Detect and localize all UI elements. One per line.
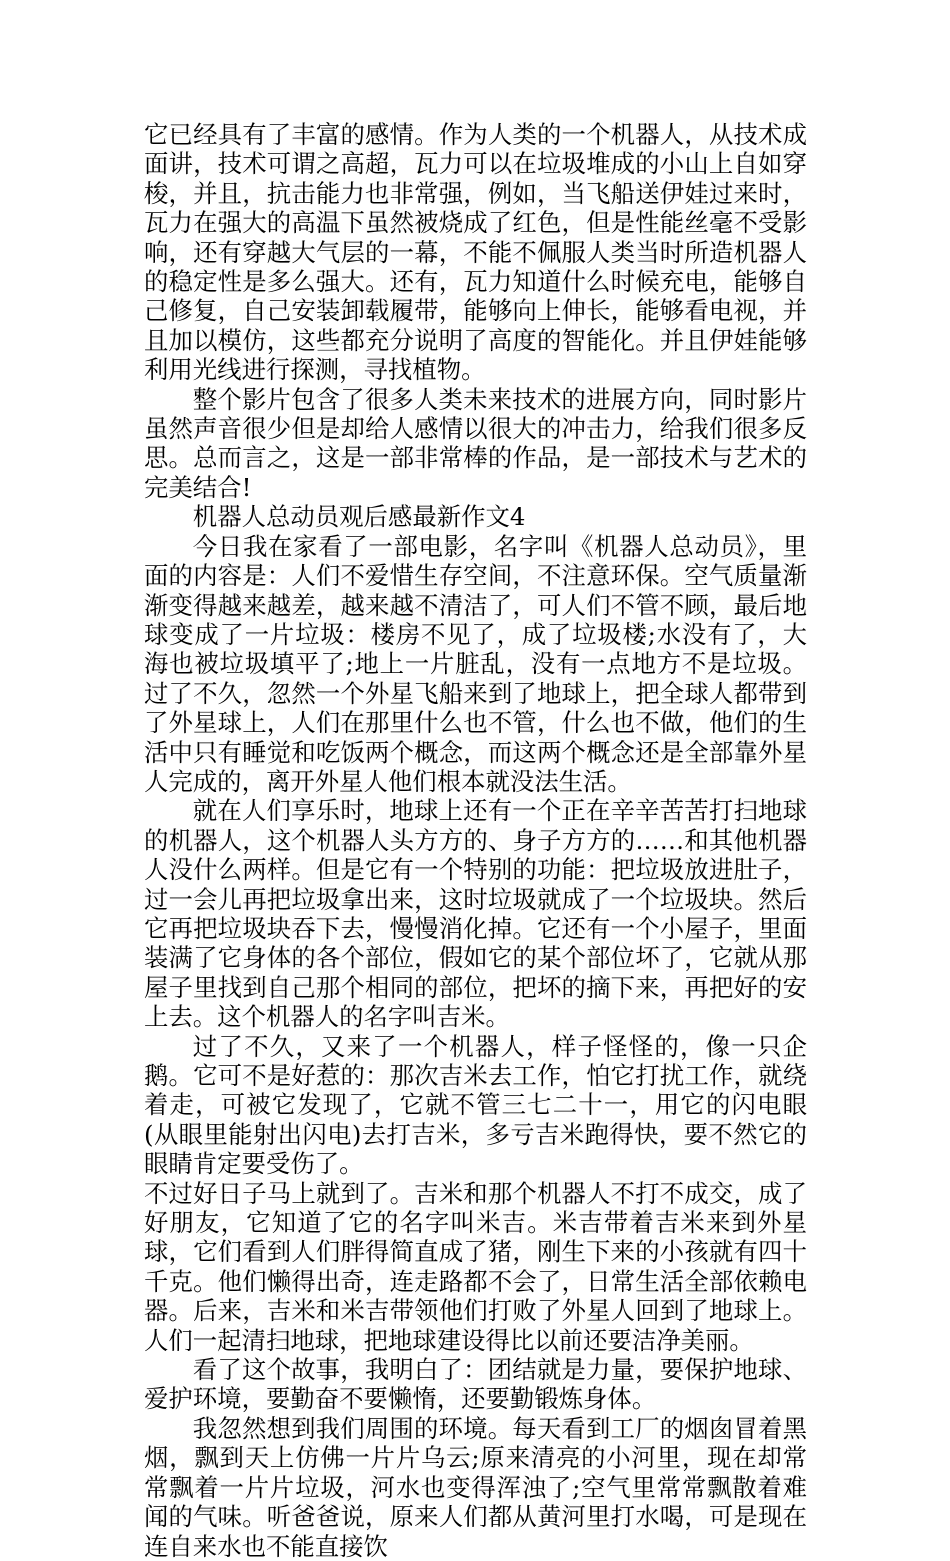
document-body [144,120,807,1561]
paragraph-8: 我忽然想到我们周围的环境。每天看到工厂的烟囱冒着黑烟，飘到天上仿佛一片片乌云;原来清亮的小河里，现在却常常飘着一片片垃圾，河水也变得浑浊了;空气里常常飘散着难闻的气味。听爸爸说，原来人们都从黄河里打水喝，可是现在连自来水也不能直接饮 [144,1413,807,1561]
section-heading: 机器人总动员观后感最新作文4 [192,502,526,532]
paragraph-7: 看了这个故事，我明白了：团结就是力量，要保护地球、爱护环境，要勤奋不要懒惰，还要勤锻炼身体。 [144,1355,807,1414]
paragraph-1: 它已经具有了丰富的感情。作为人类的一个机器人，从技术成面讲，技术可谓之高超，瓦力可以在垃圾堆成的小山上自如穿梭，并且，抗击能力也非常强，例如，当飞船送伊娃过来时，瓦力在强大的高温下虽然被烧成了红色，但是性能丝毫不受影响，还有穿越大气层的一幕，不能不佩服人类当时所造机器人的稳定性是多么强大。还有，瓦力知道什么时候充电，能够自己修复，自己安装卸载履带，能够向上伸长，能够看电视，并且加以模仿，这些都充分说明了高度的智能化。并且伊娃能够利用光线进行探测，寻找植物。 [144,120,807,385]
paragraph-3: 今日我在家看了一部电影，名字叫《机器人总动员》，里面的内容是：人们不爱惜生存空间，不注意环保。空气质量渐渐变得越来越差，越来越不清洁了，可人们不管不顾，最后地球变成了一片垃圾：楼房不见了，成了垃圾楼;水没有了，大海也被垃圾填平了;地上一片脏乱，没有一点地方不是垃圾。过了不久，忽然一个外星飞船来到了地球上，把全球人都带到了外星球上，人们在那里什么也不管，什么也不做，他们的生活中只有睡觉和吃饭两个概念，而这两个概念还是全部靠外星人完成的，离开外星人他们根本就没法生活。 [144,531,807,796]
paragraph-4: 就在人们享乐时，地球上还有一个正在辛辛苦苦打扫地球的机器人，这个机器人头方方的、身子方方的……和其他机器人没什么两样。但是它有一个特别的功能：把垃圾放进肚子，过一会儿再把垃圾拿出来，这时垃圾就成了一个垃圾块。然后它再把垃圾块吞下去，慢慢消化掉。它还有一个小屋子，里面装满了它身体的各个部位，假如它的某个部位坏了，它就从那屋子里找到自己那个相同的部位，把坏的摘下来，再把好的安上去。这个机器人的名字叫吉米。 [144,796,807,1032]
paragraph-5: 过了不久，又来了一个机器人，样子怪怪的，像一只企鹅。它可不是好惹的：那次吉米去工作，怕它打扰工作，就绕着走，可被它发现了，它就不管三七二十一，用它的闪电眼(从眼里能射出闪电)去打吉米，多亏吉米跑得快，要不然它的眼睛肯定要受伤了。 [144,1031,807,1179]
paragraph-6: 不过好日子马上就到了。吉米和那个机器人不打不成交，成了好朋友，它知道了它的名字叫米吉。米吉带着吉米来到外星球，它们看到人们胖得简直成了猪，刚生下来的小孩就有四十千克。他们懒得出奇，连走路都不会了，日常生活全部依赖电器。后来，吉米和米吉带领他们打败了外星人回到了地球上。人们一起清扫地球，把地球建设得比以前还要洁净美丽。 [144,1178,807,1355]
paragraph-2: 整个影片包含了很多人类未来技术的进展方向，同时影片虽然声音很少但是却给人感情以很大的冲击力，给我们很多反思。总而言之，这是一部非常棒的作品，是一部技术与艺术的完美结合! [144,384,807,502]
